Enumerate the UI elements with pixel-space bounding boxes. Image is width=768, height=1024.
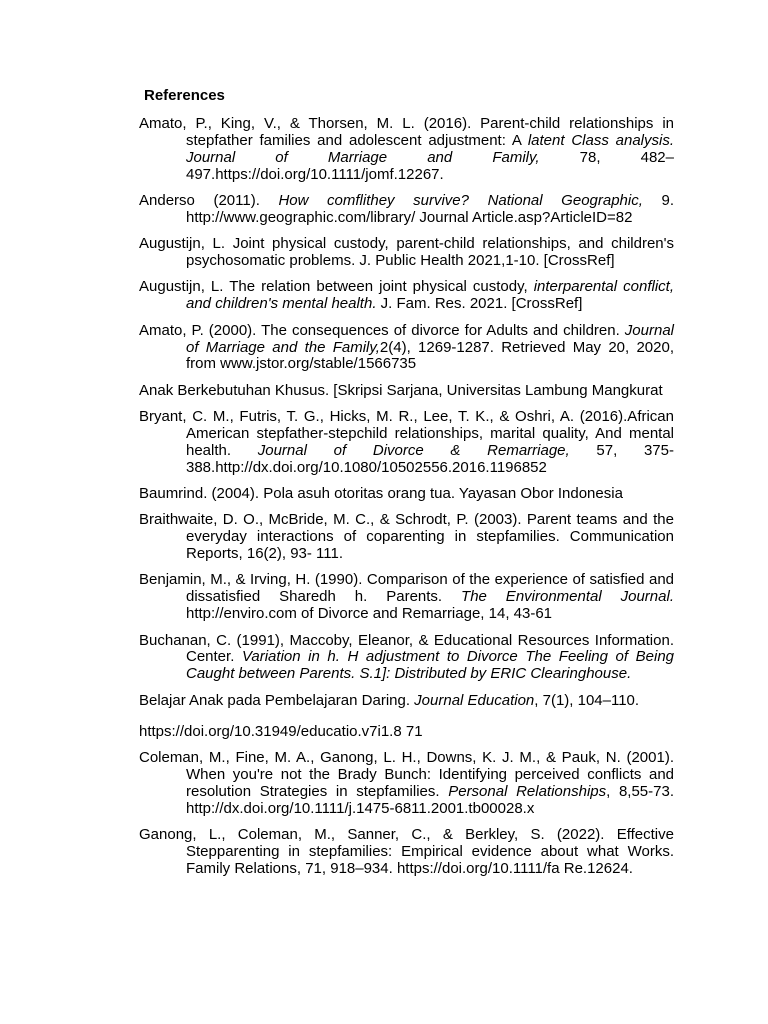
reference-text: Augustijn, L. The relation between joint physical custody,: [139, 278, 534, 296]
reference-text: https://doi.org/10.31949/educatio.v7i1.8 71: [139, 722, 423, 740]
reference-entry: [139, 383, 674, 400]
reference-text: J. Fam. Res. 2021. [CrossRef]: [376, 295, 583, 313]
reference-italic-text: Journal of Divorce & Remarriage,: [257, 441, 570, 459]
references-heading: References: [144, 87, 225, 104]
reference-text: Bryant, C. M., Futris, T. G., Hicks, M. R., Lee, T. K., & Oshri, A. (2016).African American stepfather-stepchild relationships, marital quality, And mental health.: [139, 408, 674, 459]
reference-text: Anak Berkebutuhan Khusus. [Skripsi Sarjana, Universitas Lambung Mangkurat: [139, 381, 663, 399]
reference-entry: [139, 486, 674, 503]
reference-entry: [139, 116, 674, 184]
reference-italic-text: interparental conflict, and children's mental health.: [186, 278, 675, 313]
reference-entry: [139, 193, 674, 227]
reference-text: Benjamin, M., & Irving, H. (1990). Comparison of the experience of satisfied and dissatisfied Sharedh h. Parents.: [139, 571, 674, 606]
reference-italic-text: Personal Relationships: [448, 782, 607, 800]
reference-entry: [139, 409, 674, 477]
reference-entry: [139, 279, 674, 313]
reference-text: Coleman, M., Fine, M. A., Ganong, L. H., Downs, K. J. M., & Pauk, N. (2001). When you're not the Brady Bunch: Identifying perceived conflicts and resolution Strategies in stepfamilies.: [139, 748, 674, 800]
reference-text: , 7(1), 104–110.: [534, 691, 640, 709]
reference-continuation: [139, 724, 674, 741]
reference-text: http://enviro.com of Divorce and Remarriage, 14, 43-61: [186, 605, 553, 623]
reference-entry: [139, 827, 674, 878]
reference-italic-text: The Environmental Journal.: [461, 588, 674, 606]
reference-list: [139, 116, 674, 878]
reference-entry: [139, 323, 674, 374]
reference-text: , 8,55-73. http://dx.doi.org/10.1111/j.1475-6811.2001.tb00028.x: [186, 782, 674, 817]
reference-text: Belajar Anak pada Pembelajaran Daring.: [139, 691, 415, 709]
reference-italic-text: Journal of Marriage and the Family,: [186, 321, 674, 356]
reference-text: Baumrind. (2004). Pola asuh otoritas orang tua. Yayasan Obor Indonesia: [139, 485, 623, 503]
reference-text: 2(4), 1269-1287. Retrieved May 20, 2020, from www.jstor.org/stable/1566735: [186, 338, 674, 373]
reference-text: 57, 375-388.http://dx.doi.org/10.1080/10502556.2016.1196852: [186, 441, 674, 476]
reference-text: Ganong, L., Coleman, M., Sanner, C., & Berkley, S. (2022). Effective Stepparenting in stepfamilies: Empirical evidence about what Works. Family Relations, 71, 918–934. https://doi.org/10.1111/fa Re.12624.: [139, 825, 674, 877]
reference-text: Buchanan, C. (1991), Maccoby, Eleanor, & Educational Resources Information. Center.: [139, 631, 674, 666]
reference-text: Augustijn, L. Joint physical custody, parent-child relationships, and children's psychosomatic problems. J. Public Health 2021,1-10. [CrossRef]: [139, 235, 674, 270]
reference-entry: [139, 512, 674, 563]
reference-entry: [139, 633, 674, 684]
reference-italic-text: How comflithey survive? National Geographic,: [278, 192, 643, 210]
reference-text: Anderso (2011).: [139, 192, 279, 210]
reference-text: 9. http://www.geographic.com/library/ Journal Article.asp?ArticleID=82: [186, 192, 674, 226]
reference-text: Amato, P. (2000). The consequences of divorce for Adults and children.: [139, 321, 625, 339]
reference-entry: [139, 693, 674, 710]
reference-text: Braithwaite, D. O., McBride, M. C., & Schrodt, P. (2003). Parent teams and the everyday interactions of coparenting in stepfamilies. Communication Reports, 16(2), 93- 111.: [139, 511, 674, 563]
reference-entry: [139, 572, 674, 623]
reference-entry: [139, 236, 674, 270]
references-page: [139, 86, 674, 887]
reference-italic-text: Variation in h. H adjustment to Divorce The Feeling of Being Caught between Parents. S.1]: Distributed by ERIC Clearinghouse.: [186, 648, 674, 683]
reference-text: Amato, P., King, V., & Thorsen, M. L. (2016). Parent-child relationships in stepfather families and adolescent adjustment: A: [139, 115, 674, 149]
reference-italic-text: latent Class analysis. Journal of Marriage and Family,: [186, 131, 674, 166]
reference-text: 78, 482–497.https://doi.org/10.1111/jomf.12267.: [186, 148, 674, 183]
reference-entry: [139, 750, 674, 818]
reference-italic-text: Journal Education: [414, 691, 535, 709]
